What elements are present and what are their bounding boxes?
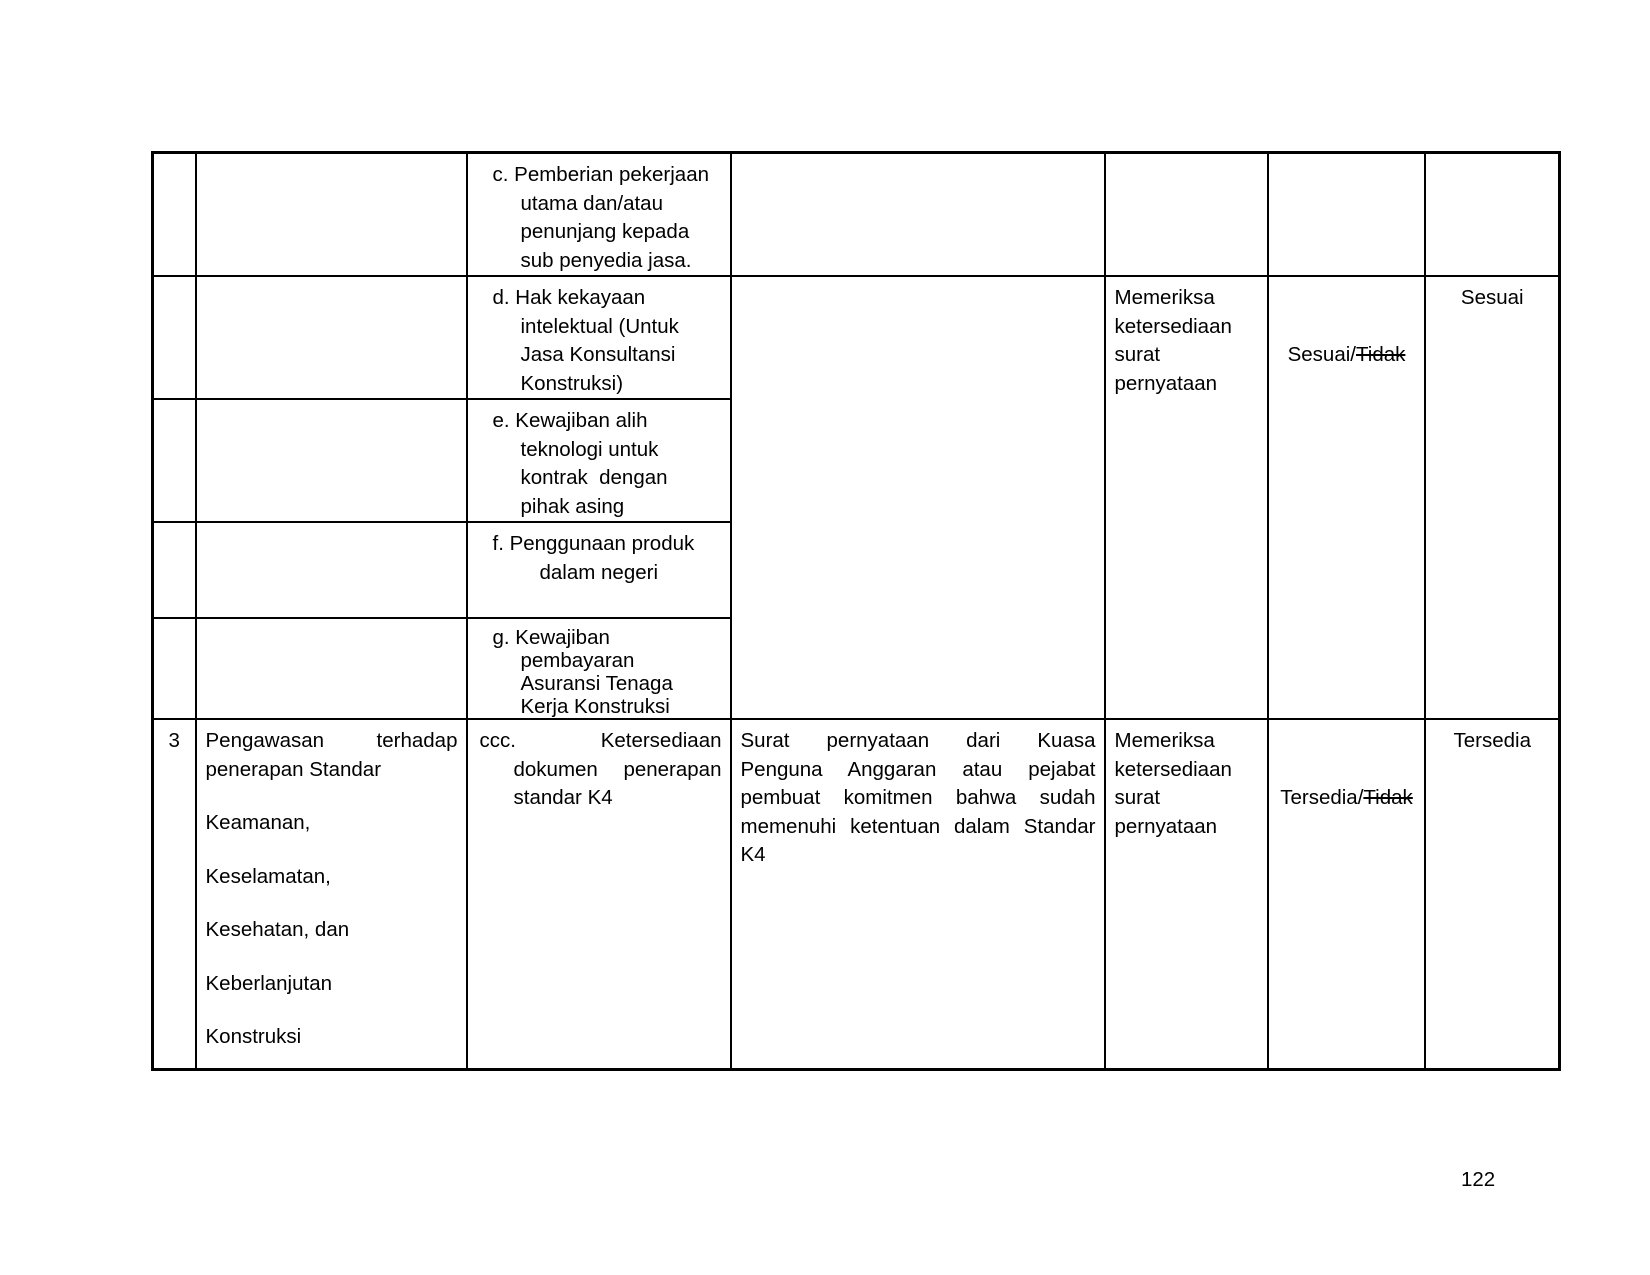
assessment-text <box>1278 727 1416 841</box>
assessment-option-struck: Tidak <box>1356 343 1406 366</box>
text-line: d. Hak kekayaan <box>492 286 646 309</box>
text-line: dalam negeri <box>539 560 659 584</box>
text-line: Konstruksi) <box>520 371 624 395</box>
cell-item-g <box>467 618 731 719</box>
cell-description-c <box>731 153 1105 277</box>
text-line: Memeriksa <box>1114 286 1215 309</box>
cell-item-f <box>467 522 731 618</box>
text-line: Memeriksa <box>1114 729 1215 752</box>
cell-description-dg <box>731 276 1105 719</box>
cell-scope-3 <box>196 719 467 1069</box>
cell-assessment-c <box>1268 153 1425 277</box>
text-line: Kerja Konstruksi <box>520 695 670 718</box>
text-line <box>206 784 458 809</box>
text-line: e. Kewajiban alih <box>492 409 648 432</box>
assessment-option-struck: Tidak <box>1363 786 1413 809</box>
text-line: intelektual (Untuk <box>520 314 679 338</box>
result-text: Sesuai <box>1460 286 1524 309</box>
checklist-table <box>151 151 1561 1071</box>
text-line: Keselamatan, <box>205 864 331 888</box>
text-line: pembuat komitmen bahwa sudah <box>740 786 1096 809</box>
text-line: penerapan Standar <box>205 757 382 781</box>
text-line <box>206 838 458 863</box>
text-line: Penguna Anggaran atau pejabat <box>740 757 1096 781</box>
page-number: 122 <box>1461 1168 1496 1191</box>
text-line: Keberlanjutan <box>205 971 333 995</box>
result-text: Tersedia <box>1453 729 1531 752</box>
text-line: Pengawasan terhadap <box>205 729 458 752</box>
text-line <box>206 891 458 916</box>
text-line: pembayaran <box>520 649 635 672</box>
text-line: Surat pernyataan dari Kuasa <box>740 729 1096 752</box>
cell-method-3 <box>1105 719 1268 1069</box>
cell-scope-g <box>196 618 467 719</box>
cell-no-e <box>153 399 196 522</box>
table-row-3 <box>153 719 1560 1069</box>
text-line: Jasa Konsultansi <box>520 343 676 366</box>
cell-description-3 <box>731 719 1105 1069</box>
assessment-option-pass: Tersedia/ <box>1280 786 1364 809</box>
text-line: ccc. Ketersediaan <box>479 729 722 752</box>
text-line: Keamanan, <box>205 811 311 834</box>
text-line: K4 <box>740 843 766 866</box>
table-row-c <box>153 153 1560 277</box>
text-line: pernyataan <box>1114 814 1218 838</box>
text-line: f. Penggunaan produk <box>492 532 695 555</box>
cell-assessment-3 <box>1268 719 1425 1069</box>
cell-item-e <box>467 399 731 522</box>
cell-no-g <box>153 618 196 719</box>
cell-item-3 <box>467 719 731 1069</box>
text-line: g. Kewajiban <box>492 626 610 649</box>
cell-scope-c <box>196 153 467 277</box>
assessment-option-pass: Sesuai/ <box>1287 343 1356 366</box>
text-line: Konstruksi <box>205 1025 302 1048</box>
text-line: standar K4 <box>513 786 613 809</box>
table-row-d <box>153 276 1560 399</box>
cell-item-d <box>467 276 731 399</box>
text-line: ketersediaan <box>1114 314 1232 338</box>
text-line: sub penyedia jasa. <box>520 248 692 272</box>
cell-scope-e <box>196 399 467 522</box>
text-line: ketersediaan <box>1114 757 1232 781</box>
cell-result-c <box>1425 153 1560 277</box>
text-line <box>206 945 458 970</box>
text-line: c. Pemberian pekerjaan <box>492 163 710 186</box>
cell-result-3 <box>1425 719 1560 1069</box>
cell-no-d <box>153 276 196 399</box>
cell-assessment-dg <box>1268 276 1425 719</box>
cell-scope-f <box>196 522 467 618</box>
cell-method-c <box>1105 153 1268 277</box>
cell-scope-d <box>196 276 467 399</box>
text-line: pernyataan <box>1114 371 1218 395</box>
cell-no-c <box>153 153 196 277</box>
cell-result-dg <box>1425 276 1560 719</box>
text-line: surat <box>1114 343 1161 366</box>
text-line: pihak asing <box>520 494 625 518</box>
cell-method-dg <box>1105 276 1268 719</box>
text-line: dokumen penerapan <box>513 757 722 781</box>
text-line <box>206 998 458 1023</box>
text-line: penunjang kepada <box>520 220 690 243</box>
cell-item-c <box>467 153 731 277</box>
text-line: Kesehatan, dan <box>205 918 350 941</box>
text-line: Asuransi Tenaga <box>520 672 673 695</box>
text-line: teknologi untuk <box>520 437 659 461</box>
text-line: utama dan/atau <box>520 191 663 215</box>
text-line: surat <box>1114 786 1161 809</box>
text-line: memenuhi ketentuan dalam Standar <box>740 814 1096 838</box>
cell-no-f <box>153 522 196 618</box>
cell-no-3: 3 <box>153 719 196 1069</box>
assessment-text <box>1278 284 1416 398</box>
text-line: kontrak dengan <box>520 466 668 489</box>
